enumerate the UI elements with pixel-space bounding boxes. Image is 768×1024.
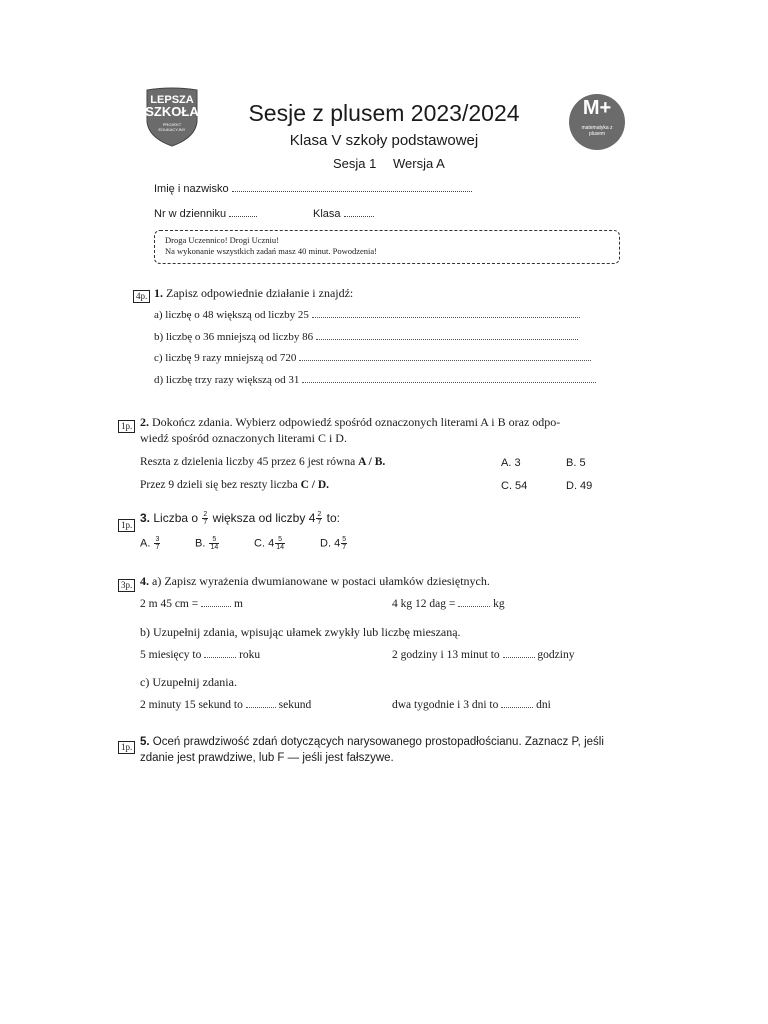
q2-row1-text: Reszta z dzielenia liczby 45 przez 6 jest równa <box>140 456 356 468</box>
q3-option-b-num: 5 <box>209 536 219 544</box>
q3-heading <box>140 510 340 526</box>
q2-text-line1: Dokończ zdania. Wybierz odpowiedź spośród oznaczonych literami A i B oraz odpo- <box>152 415 561 429</box>
q4-c-right-post: dni <box>536 699 551 711</box>
q4-b-left-answer[interactable] <box>204 648 236 658</box>
q1-item-a <box>154 308 580 321</box>
q4-a-right-answer[interactable] <box>458 597 490 607</box>
q3-option-b[interactable] <box>195 536 220 551</box>
q1-text: Zapisz odpowiednie działanie i znajdź: <box>166 286 354 300</box>
q2-heading <box>140 414 652 446</box>
q3-frac-num: 2 <box>203 511 208 519</box>
name-input[interactable] <box>232 181 472 192</box>
journal-field <box>154 206 257 220</box>
q1-item-a-text: a) liczbę o 48 większą od liczby 25 <box>154 309 309 321</box>
q3-option-c-label: C. <box>254 537 265 550</box>
q3-option-c-den: 14 <box>276 544 284 551</box>
q3-frac-den: 7 <box>203 519 208 527</box>
q2-row1 <box>140 456 385 468</box>
q5-text-line1: Oceń prawdziwość zdań dotyczących narysowanego prostopadłościanu. Zaznacz P, jeśli <box>152 736 604 748</box>
q1-points: 4p. <box>133 290 150 303</box>
name-field <box>154 181 472 195</box>
q4-b-text: b) Uzupełnij zdania, wpisując ułamek zwykły lub liczbę mieszaną. <box>140 625 461 639</box>
q1-answer-c[interactable] <box>299 351 591 361</box>
class-label: Klasa <box>313 208 341 220</box>
q1-points-box <box>133 286 150 304</box>
q2-points: 1p. <box>118 420 135 433</box>
version-label: Wersja A <box>393 156 445 171</box>
q4-c-left-post: sekund <box>278 699 312 711</box>
q3-option-b-den: 14 <box>210 544 219 551</box>
q4-a-right <box>392 597 505 610</box>
q4-a-left <box>140 597 243 610</box>
q4-b-left <box>140 648 260 661</box>
journal-input[interactable] <box>229 206 257 217</box>
q4-a-left-post: m <box>233 598 243 610</box>
q3-option-d-whole: 4 <box>334 537 341 550</box>
q4-b-right <box>392 648 574 661</box>
q3-option-c-fraction <box>275 536 285 551</box>
class-field <box>313 206 374 220</box>
q5-points: 1p. <box>118 741 135 754</box>
page-title: Sesje z plusem 2023/2024 <box>248 100 520 126</box>
q2-number: 2. <box>140 415 149 429</box>
q3-option-b-label: B. <box>195 537 206 550</box>
q2-row1-opt2[interactable]: B. 5 <box>566 457 586 469</box>
q4-c-left-answer[interactable] <box>246 698 276 708</box>
notice-line1: Droga Uczennico! Drogi Uczniu! <box>165 235 279 245</box>
q5-number: 5. <box>140 736 150 748</box>
q1-item-c <box>154 351 591 364</box>
page-subtitle: Klasa V szkoły podstawowej <box>289 132 479 149</box>
q3-option-a-num: 3 <box>155 536 160 543</box>
q3-option-a-den: 7 <box>155 544 160 551</box>
q3-points: 1p. <box>118 519 135 532</box>
q3-option-a-label: A. <box>140 537 151 550</box>
q1-item-b <box>154 330 578 343</box>
q4-c-text: c) Uzupełnij zdania. <box>140 675 237 689</box>
q2-row1-opt1[interactable]: A. 3 <box>501 457 521 469</box>
q1-answer-d[interactable] <box>302 373 596 383</box>
q3-text-pre: Liczba o <box>153 511 199 525</box>
q3-text-mid: większa od liczby 4 <box>212 511 316 525</box>
q3-option-b-fraction <box>209 536 219 551</box>
q2-row2 <box>140 479 329 491</box>
q1-item-d-text: d) liczbę trzy razy większą od 31 <box>154 374 300 386</box>
q2-points-box <box>118 416 135 434</box>
q3-number: 3. <box>140 511 151 525</box>
q3-mixed-den: 7 <box>317 519 322 527</box>
q2-row2-opt1[interactable]: C. 54 <box>501 480 528 492</box>
q4-a-left-answer[interactable] <box>201 597 231 607</box>
class-input[interactable] <box>344 206 374 217</box>
q4-a-right-pre: 4 kg 12 dag = <box>392 598 456 610</box>
q1-answer-a[interactable] <box>312 308 580 318</box>
q4-points: 3p. <box>118 579 135 592</box>
q1-item-d <box>154 373 596 386</box>
q1-heading <box>154 285 353 301</box>
q5-points-box <box>118 737 135 755</box>
q3-fraction <box>202 511 208 526</box>
logo-left-line1: LEPSZA <box>150 94 194 106</box>
q4-points-box <box>118 575 135 593</box>
notice-box <box>154 230 620 264</box>
q3-mixed-fraction <box>316 511 322 526</box>
q2-row2-choice[interactable]: C / D. <box>300 479 330 491</box>
q3-option-d[interactable] <box>320 536 348 551</box>
q4-b-right-answer[interactable] <box>503 648 535 658</box>
journal-label: Nr w dzienniku <box>154 208 227 220</box>
q4-b-right-post: godziny <box>537 649 575 661</box>
q4-c-right-answer[interactable] <box>501 698 533 708</box>
session-label: Sesja 1 <box>333 156 377 171</box>
q4-number: 4. <box>140 574 149 588</box>
q3-option-c-num: 5 <box>275 536 285 544</box>
q4-a-right-post: kg <box>493 598 505 610</box>
q3-option-a-fraction <box>154 536 160 551</box>
logo-right-text: matematyka z plusem <box>581 125 613 137</box>
q3-option-d-num: 5 <box>342 536 347 543</box>
logo-left-line2: SZKOŁA <box>145 104 199 119</box>
q4-b-left-pre: 5 miesięcy to <box>140 649 202 661</box>
q3-option-c-whole: 4 <box>268 537 275 550</box>
q1-item-b-text: b) liczbę o 36 mniejszą od liczby 86 <box>154 331 314 343</box>
q4-c-right <box>392 698 551 711</box>
q2-row1-choice[interactable]: A / B. <box>358 456 386 468</box>
q5-heading <box>140 734 660 766</box>
q4-c-left <box>140 698 311 711</box>
name-label: Imię i nazwisko <box>154 183 229 195</box>
q2-row2-text: Przez 9 dzieli się bez reszty liczba <box>140 479 298 491</box>
q3-option-d-fraction <box>341 536 347 551</box>
q1-number: 1. <box>154 286 163 300</box>
logo-right-mark: M+ <box>582 97 612 119</box>
q2-text-line2: wiedź spośród oznaczonych literami C i D. <box>140 431 347 445</box>
q4-a-heading <box>140 573 490 589</box>
q4-b-right-pre: 2 godziny i 13 minut to <box>392 649 500 661</box>
q1-item-c-text: c) liczbę 9 razy mniejszą od 720 <box>154 352 297 364</box>
q4-a-left-pre: 2 m 45 cm = <box>140 598 199 610</box>
q5-text-line2: zdanie jest prawdziwe, lub F — jeśli jest fałszywe. <box>140 752 394 764</box>
q3-text-post: to: <box>326 511 340 525</box>
q4-b-left-post: roku <box>239 649 261 661</box>
q3-option-a[interactable] <box>140 536 161 551</box>
q4-c-left-pre: 2 minuty 15 sekund to <box>140 699 243 711</box>
q4-a-text: a) Zapisz wyrażenia dwumianowane w postaci ułamków dziesiętnych. <box>152 574 490 588</box>
q3-option-d-label: D. <box>320 537 331 550</box>
q3-option-d-den: 7 <box>342 544 347 551</box>
q3-option-c[interactable] <box>254 536 286 551</box>
q2-row2-opt2[interactable]: D. 49 <box>566 480 593 492</box>
q4-c-right-pre: dwa tygodnie i 3 dni to <box>392 699 499 711</box>
q3-mixed-num: 2 <box>317 511 322 519</box>
logo-left-small: PROJEKT EDUKACYJNY <box>158 122 186 132</box>
notice-line2: Na wykonanie wszystkich zadań masz 40 minut. Powodzenia! <box>165 246 377 256</box>
q3-points-box <box>118 515 135 533</box>
q1-answer-b[interactable] <box>316 330 578 340</box>
